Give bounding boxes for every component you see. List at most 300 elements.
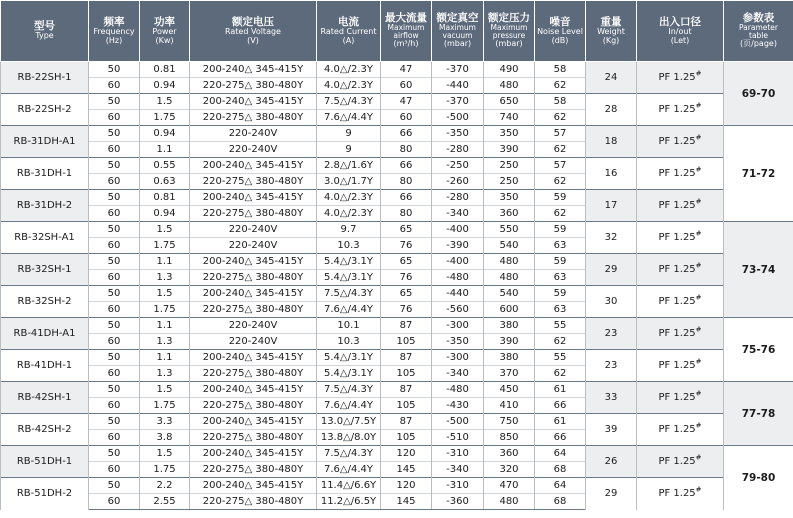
current-cell: 7.5△/4.3Y xyxy=(317,446,381,462)
frequency-cell: 50 xyxy=(89,414,140,430)
frequency-cell: 60 xyxy=(89,462,140,478)
port-footnote-mark: # xyxy=(695,197,702,206)
power-cell: 0.94 xyxy=(140,206,190,222)
pressure-cell: 540 xyxy=(484,286,535,302)
pressure-cell: 360 xyxy=(484,206,535,222)
current-cell: 7.6△/4.4Y xyxy=(317,462,381,478)
page-reference-cell: 71-72 xyxy=(724,126,793,222)
frequency-cell: 50 xyxy=(89,478,140,494)
frequency-cell: 50 xyxy=(89,350,140,366)
header-voltage: 额定电压 Rated Voltage (V) xyxy=(190,1,317,62)
weight-cell: 32 xyxy=(586,222,637,254)
current-cell: 11.4△/6.6Y xyxy=(317,478,381,494)
vacuum-cell: -280 xyxy=(432,142,484,158)
noise-cell: 59 xyxy=(535,190,586,206)
table-row xyxy=(1,414,793,430)
port-value: PF 1.25 xyxy=(658,263,696,275)
vacuum-cell: -480 xyxy=(432,270,484,286)
port-cell xyxy=(637,190,724,222)
model-cell: RB-22SH-1 xyxy=(1,62,89,94)
vacuum-cell: -340 xyxy=(432,462,484,478)
airflow-cell: 47 xyxy=(381,94,432,110)
noise-cell: 58 xyxy=(535,94,586,110)
power-cell: 1.3 xyxy=(140,334,190,350)
pressure-cell: 380 xyxy=(484,318,535,334)
model-cell: RB-31DH-1 xyxy=(1,158,89,190)
pressure-cell: 250 xyxy=(484,174,535,190)
frequency-cell: 50 xyxy=(89,158,140,174)
current-cell: 4.0△/2.3Y xyxy=(317,78,381,94)
header-page: 参数表 Parameter table (页/page) xyxy=(724,1,793,62)
pressure-cell: 550 xyxy=(484,222,535,238)
airflow-cell: 105 xyxy=(381,398,432,414)
frequency-cell: 50 xyxy=(89,286,140,302)
power-cell: 1.5 xyxy=(140,222,190,238)
port-value: PF 1.25 xyxy=(658,71,696,83)
airflow-cell: 80 xyxy=(381,142,432,158)
pressure-cell: 470 xyxy=(484,478,535,494)
airflow-cell: 66 xyxy=(381,126,432,142)
pressure-cell: 480 xyxy=(484,78,535,94)
pressure-cell: 650 xyxy=(484,94,535,110)
voltage-cell: 200-240△ 345-415Y xyxy=(190,254,317,270)
vacuum-cell: -440 xyxy=(432,286,484,302)
port-value: PF 1.25 xyxy=(658,199,696,211)
noise-cell: 59 xyxy=(535,254,586,270)
current-cell: 13.8△/8.0Y xyxy=(317,430,381,446)
power-cell: 3.8 xyxy=(140,430,190,446)
airflow-cell: 87 xyxy=(381,382,432,398)
power-cell: 1.1 xyxy=(140,350,190,366)
port-cell xyxy=(637,286,724,318)
power-cell: 1.5 xyxy=(140,94,190,110)
frequency-cell: 50 xyxy=(89,382,140,398)
current-cell: 11.2△/6.5Y xyxy=(317,494,381,510)
page-reference-cell: 77-78 xyxy=(724,382,793,446)
airflow-cell: 80 xyxy=(381,206,432,222)
voltage-cell: 220-275△ 380-480Y xyxy=(190,398,317,414)
vacuum-cell: -350 xyxy=(432,126,484,142)
port-value: PF 1.25 xyxy=(658,103,696,115)
model-cell: RB-51DH-2 xyxy=(1,478,89,510)
port-footnote-mark: # xyxy=(695,101,702,110)
noise-cell: 66 xyxy=(535,430,586,446)
vacuum-cell: -350 xyxy=(432,334,484,350)
voltage-cell: 220-240V xyxy=(190,222,317,238)
power-cell: 1.1 xyxy=(140,142,190,158)
table-row xyxy=(1,254,793,270)
airflow-cell: 66 xyxy=(381,190,432,206)
port-cell xyxy=(637,158,724,190)
current-cell: 4.0△/2.3Y xyxy=(317,190,381,206)
current-cell: 10.3 xyxy=(317,334,381,350)
vacuum-cell: -400 xyxy=(432,222,484,238)
noise-cell: 62 xyxy=(535,366,586,382)
airflow-cell: 65 xyxy=(381,222,432,238)
noise-cell: 64 xyxy=(535,478,586,494)
voltage-cell: 220-275△ 380-480Y xyxy=(190,302,317,318)
power-cell: 0.81 xyxy=(140,190,190,206)
power-cell: 1.75 xyxy=(140,302,190,318)
frequency-cell: 50 xyxy=(89,126,140,142)
current-cell: 7.5△/4.3Y xyxy=(317,382,381,398)
weight-cell: 16 xyxy=(586,158,637,190)
noise-cell: 63 xyxy=(535,302,586,318)
voltage-cell: 200-240△ 345-415Y xyxy=(190,94,317,110)
frequency-cell: 50 xyxy=(89,318,140,334)
power-cell: 2.55 xyxy=(140,494,190,510)
port-value: PF 1.25 xyxy=(658,135,696,147)
noise-cell: 63 xyxy=(535,238,586,254)
current-cell: 5.4△/3.1Y xyxy=(317,350,381,366)
header-pressure: 额定压力 Maximum pressure (mbar) xyxy=(484,1,535,62)
voltage-cell: 220-275△ 380-480Y xyxy=(190,174,317,190)
airflow-cell: 145 xyxy=(381,494,432,510)
pressure-cell: 410 xyxy=(484,398,535,414)
port-footnote-mark: # xyxy=(695,261,702,270)
model-cell: RB-42SH-2 xyxy=(1,414,89,446)
noise-cell: 59 xyxy=(535,286,586,302)
airflow-cell: 76 xyxy=(381,238,432,254)
model-cell: RB-31DH-A1 xyxy=(1,126,89,158)
noise-cell: 62 xyxy=(535,334,586,350)
pressure-cell: 750 xyxy=(484,414,535,430)
port-footnote-mark: # xyxy=(695,421,702,430)
power-cell: 2.2 xyxy=(140,478,190,494)
page-reference-cell: 69-70 xyxy=(724,62,793,126)
power-cell: 1.75 xyxy=(140,398,190,414)
frequency-cell: 60 xyxy=(89,430,140,446)
pressure-cell: 390 xyxy=(484,142,535,158)
port-value: PF 1.25 xyxy=(658,167,696,179)
airflow-cell: 105 xyxy=(381,366,432,382)
power-cell: 0.63 xyxy=(140,174,190,190)
header-vacuum: 额定真空 Maximum vacuum (mbar) xyxy=(432,1,484,62)
frequency-cell: 50 xyxy=(89,222,140,238)
port-value: PF 1.25 xyxy=(658,295,696,307)
table-row xyxy=(1,350,793,366)
pressure-cell: 480 xyxy=(484,494,535,510)
airflow-cell: 80 xyxy=(381,174,432,190)
port-footnote-mark: # xyxy=(695,229,702,238)
table-row xyxy=(1,318,793,334)
page-reference-cell: 73-74 xyxy=(724,222,793,318)
voltage-cell: 220-240V xyxy=(190,334,317,350)
port-footnote-mark: # xyxy=(695,389,702,398)
frequency-cell: 60 xyxy=(89,78,140,94)
power-cell: 0.94 xyxy=(140,78,190,94)
frequency-cell: 50 xyxy=(89,446,140,462)
header-row xyxy=(1,1,793,62)
weight-cell: 33 xyxy=(586,382,637,414)
page-reference-cell: 75-76 xyxy=(724,318,793,382)
voltage-cell: 220-240V xyxy=(190,142,317,158)
port-cell xyxy=(637,446,724,478)
table-row xyxy=(1,62,793,78)
table-row xyxy=(1,94,793,110)
port-footnote-mark: # xyxy=(695,293,702,302)
frequency-cell: 50 xyxy=(89,94,140,110)
port-value: PF 1.25 xyxy=(658,359,696,371)
pressure-cell: 480 xyxy=(484,270,535,286)
airflow-cell: 120 xyxy=(381,478,432,494)
power-cell: 1.1 xyxy=(140,318,190,334)
model-cell: RB-41DH-1 xyxy=(1,350,89,382)
voltage-cell: 200-240△ 345-415Y xyxy=(190,286,317,302)
port-cell xyxy=(637,126,724,158)
pressure-cell: 360 xyxy=(484,446,535,462)
weight-cell: 18 xyxy=(586,126,637,158)
vacuum-cell: -280 xyxy=(432,190,484,206)
noise-cell: 63 xyxy=(535,270,586,286)
model-cell: RB-32SH-A1 xyxy=(1,222,89,254)
vacuum-cell: -340 xyxy=(432,206,484,222)
voltage-cell: 220-240V xyxy=(190,318,317,334)
voltage-cell: 200-240△ 345-415Y xyxy=(190,382,317,398)
weight-cell: 23 xyxy=(586,318,637,350)
power-cell: 1.75 xyxy=(140,462,190,478)
power-cell: 1.75 xyxy=(140,238,190,254)
noise-cell: 57 xyxy=(535,158,586,174)
noise-cell: 68 xyxy=(535,494,586,510)
vacuum-cell: -310 xyxy=(432,446,484,462)
port-footnote-mark: # xyxy=(695,485,702,494)
port-footnote-mark: # xyxy=(695,325,702,334)
power-cell: 0.94 xyxy=(140,126,190,142)
current-cell: 5.4△/3.1Y xyxy=(317,270,381,286)
voltage-cell: 220-275△ 380-480Y xyxy=(190,462,317,478)
pressure-cell: 540 xyxy=(484,238,535,254)
current-cell: 10.3 xyxy=(317,238,381,254)
vacuum-cell: -500 xyxy=(432,110,484,126)
noise-cell: 59 xyxy=(535,222,586,238)
frequency-cell: 60 xyxy=(89,494,140,510)
noise-cell: 61 xyxy=(535,382,586,398)
power-cell: 0.81 xyxy=(140,62,190,78)
port-footnote-mark: # xyxy=(695,69,702,78)
frequency-cell: 50 xyxy=(89,62,140,78)
table-row xyxy=(1,286,793,302)
current-cell: 4.0△/2.3Y xyxy=(317,62,381,78)
weight-cell: 39 xyxy=(586,414,637,446)
noise-cell: 68 xyxy=(535,462,586,478)
header-power: 功率 Power (Kw) xyxy=(140,1,190,62)
frequency-cell: 60 xyxy=(89,206,140,222)
port-cell xyxy=(637,318,724,350)
pressure-cell: 320 xyxy=(484,462,535,478)
voltage-cell: 220-240V xyxy=(190,126,317,142)
power-cell: 1.75 xyxy=(140,110,190,126)
port-footnote-mark: # xyxy=(695,453,702,462)
voltage-cell: 220-240V xyxy=(190,238,317,254)
weight-cell: 26 xyxy=(586,446,637,478)
weight-cell: 30 xyxy=(586,286,637,318)
voltage-cell: 200-240△ 345-415Y xyxy=(190,446,317,462)
weight-cell: 28 xyxy=(586,94,637,126)
frequency-cell: 60 xyxy=(89,398,140,414)
power-cell: 1.5 xyxy=(140,382,190,398)
noise-cell: 62 xyxy=(535,78,586,94)
airflow-cell: 60 xyxy=(381,110,432,126)
voltage-cell: 200-240△ 345-415Y xyxy=(190,478,317,494)
model-cell: RB-42SH-1 xyxy=(1,382,89,414)
power-cell: 1.3 xyxy=(140,270,190,286)
airflow-cell: 87 xyxy=(381,414,432,430)
current-cell: 7.5△/4.3Y xyxy=(317,286,381,302)
weight-cell: 29 xyxy=(586,254,637,286)
current-cell: 13.0△/7.5Y xyxy=(317,414,381,430)
pressure-cell: 350 xyxy=(484,126,535,142)
pressure-cell: 740 xyxy=(484,110,535,126)
frequency-cell: 50 xyxy=(89,190,140,206)
frequency-cell: 60 xyxy=(89,334,140,350)
current-cell: 7.6△/4.4Y xyxy=(317,302,381,318)
vacuum-cell: -300 xyxy=(432,350,484,366)
current-cell: 5.4△/3.1Y xyxy=(317,366,381,382)
header-model: 型号 Type xyxy=(1,1,89,62)
airflow-cell: 87 xyxy=(381,318,432,334)
noise-cell: 58 xyxy=(535,62,586,78)
port-cell xyxy=(637,350,724,382)
port-value: PF 1.25 xyxy=(658,391,696,403)
pressure-cell: 390 xyxy=(484,334,535,350)
noise-cell: 55 xyxy=(535,350,586,366)
port-cell xyxy=(637,94,724,126)
noise-cell: 55 xyxy=(535,318,586,334)
vacuum-cell: -440 xyxy=(432,78,484,94)
vacuum-cell: -370 xyxy=(432,62,484,78)
airflow-cell: 76 xyxy=(381,270,432,286)
current-cell: 5.4△/3.1Y xyxy=(317,254,381,270)
vacuum-cell: -480 xyxy=(432,382,484,398)
current-cell: 7.5△/4.3Y xyxy=(317,94,381,110)
pressure-cell: 370 xyxy=(484,366,535,382)
current-cell: 4.0△/2.3Y xyxy=(317,206,381,222)
power-cell: 1.5 xyxy=(140,446,190,462)
voltage-cell: 200-240△ 345-415Y xyxy=(190,158,317,174)
airflow-cell: 120 xyxy=(381,446,432,462)
vacuum-cell: -360 xyxy=(432,494,484,510)
pressure-cell: 250 xyxy=(484,158,535,174)
current-cell: 7.6△/4.4Y xyxy=(317,110,381,126)
weight-cell: 29 xyxy=(586,478,637,510)
table-row xyxy=(1,478,793,494)
weight-cell: 24 xyxy=(586,62,637,94)
header-frequency: 频率 Frequency (Hz) xyxy=(89,1,140,62)
voltage-cell: 200-240△ 345-415Y xyxy=(190,190,317,206)
vacuum-cell: -400 xyxy=(432,254,484,270)
voltage-cell: 200-240△ 345-415Y xyxy=(190,62,317,78)
voltage-cell: 220-275△ 380-480Y xyxy=(190,366,317,382)
frequency-cell: 60 xyxy=(89,142,140,158)
header-current: 电流 Rated Current (A) xyxy=(317,1,381,62)
weight-cell: 23 xyxy=(586,350,637,382)
airflow-cell: 65 xyxy=(381,286,432,302)
vacuum-cell: -310 xyxy=(432,478,484,494)
vacuum-cell: -510 xyxy=(432,430,484,446)
frequency-cell: 60 xyxy=(89,366,140,382)
vacuum-cell: -250 xyxy=(432,158,484,174)
model-cell: RB-32SH-1 xyxy=(1,254,89,286)
power-cell: 3.3 xyxy=(140,414,190,430)
port-cell xyxy=(637,414,724,446)
table-row xyxy=(1,382,793,398)
port-cell xyxy=(637,62,724,94)
current-cell: 3.0△/1.7Y xyxy=(317,174,381,190)
port-value: PF 1.25 xyxy=(658,487,696,499)
vacuum-cell: -340 xyxy=(432,366,484,382)
port-value: PF 1.25 xyxy=(658,455,696,467)
airflow-cell: 65 xyxy=(381,254,432,270)
pressure-cell: 450 xyxy=(484,382,535,398)
table-body xyxy=(1,62,793,510)
port-footnote-mark: # xyxy=(695,133,702,142)
frequency-cell: 60 xyxy=(89,238,140,254)
frequency-cell: 60 xyxy=(89,174,140,190)
header-airflow: 最大流量 Maximum airflow (m³/h) xyxy=(381,1,432,62)
noise-cell: 61 xyxy=(535,414,586,430)
vacuum-cell: -500 xyxy=(432,414,484,430)
port-value: PF 1.25 xyxy=(658,327,696,339)
frequency-cell: 50 xyxy=(89,254,140,270)
header-port: 出入口径 In/out (Let) xyxy=(637,1,724,62)
voltage-cell: 220-275△ 380-480Y xyxy=(190,430,317,446)
current-cell: 9 xyxy=(317,142,381,158)
airflow-cell: 60 xyxy=(381,78,432,94)
voltage-cell: 220-275△ 380-480Y xyxy=(190,494,317,510)
vacuum-cell: -430 xyxy=(432,398,484,414)
airflow-cell: 66 xyxy=(381,158,432,174)
weight-cell: 17 xyxy=(586,190,637,222)
airflow-cell: 47 xyxy=(381,62,432,78)
current-cell: 10.1 xyxy=(317,318,381,334)
vacuum-cell: -560 xyxy=(432,302,484,318)
airflow-cell: 76 xyxy=(381,302,432,318)
table-row xyxy=(1,446,793,462)
airflow-cell: 105 xyxy=(381,334,432,350)
noise-cell: 66 xyxy=(535,398,586,414)
pressure-cell: 600 xyxy=(484,302,535,318)
port-value: PF 1.25 xyxy=(658,231,696,243)
model-cell: RB-32SH-2 xyxy=(1,286,89,318)
frequency-cell: 60 xyxy=(89,110,140,126)
noise-cell: 64 xyxy=(535,446,586,462)
airflow-cell: 145 xyxy=(381,462,432,478)
vacuum-cell: -300 xyxy=(432,318,484,334)
vacuum-cell: -370 xyxy=(432,94,484,110)
vacuum-cell: -390 xyxy=(432,238,484,254)
noise-cell: 57 xyxy=(535,126,586,142)
noise-cell: 62 xyxy=(535,174,586,190)
model-cell: RB-51DH-1 xyxy=(1,446,89,478)
current-cell: 9.7 xyxy=(317,222,381,238)
pressure-cell: 850 xyxy=(484,430,535,446)
frequency-cell: 60 xyxy=(89,270,140,286)
table-row xyxy=(1,190,793,206)
table-row xyxy=(1,158,793,174)
power-cell: 1.1 xyxy=(140,254,190,270)
port-footnote-mark: # xyxy=(695,357,702,366)
voltage-cell: 220-275△ 380-480Y xyxy=(190,78,317,94)
voltage-cell: 220-275△ 380-480Y xyxy=(190,206,317,222)
header-noise: 噪音 Noise Level (dB) xyxy=(535,1,586,62)
pressure-cell: 380 xyxy=(484,350,535,366)
airflow-cell: 87 xyxy=(381,350,432,366)
port-cell xyxy=(637,254,724,286)
voltage-cell: 200-240△ 345-415Y xyxy=(190,350,317,366)
current-cell: 7.6△/4.4Y xyxy=(317,398,381,414)
frequency-cell: 60 xyxy=(89,302,140,318)
